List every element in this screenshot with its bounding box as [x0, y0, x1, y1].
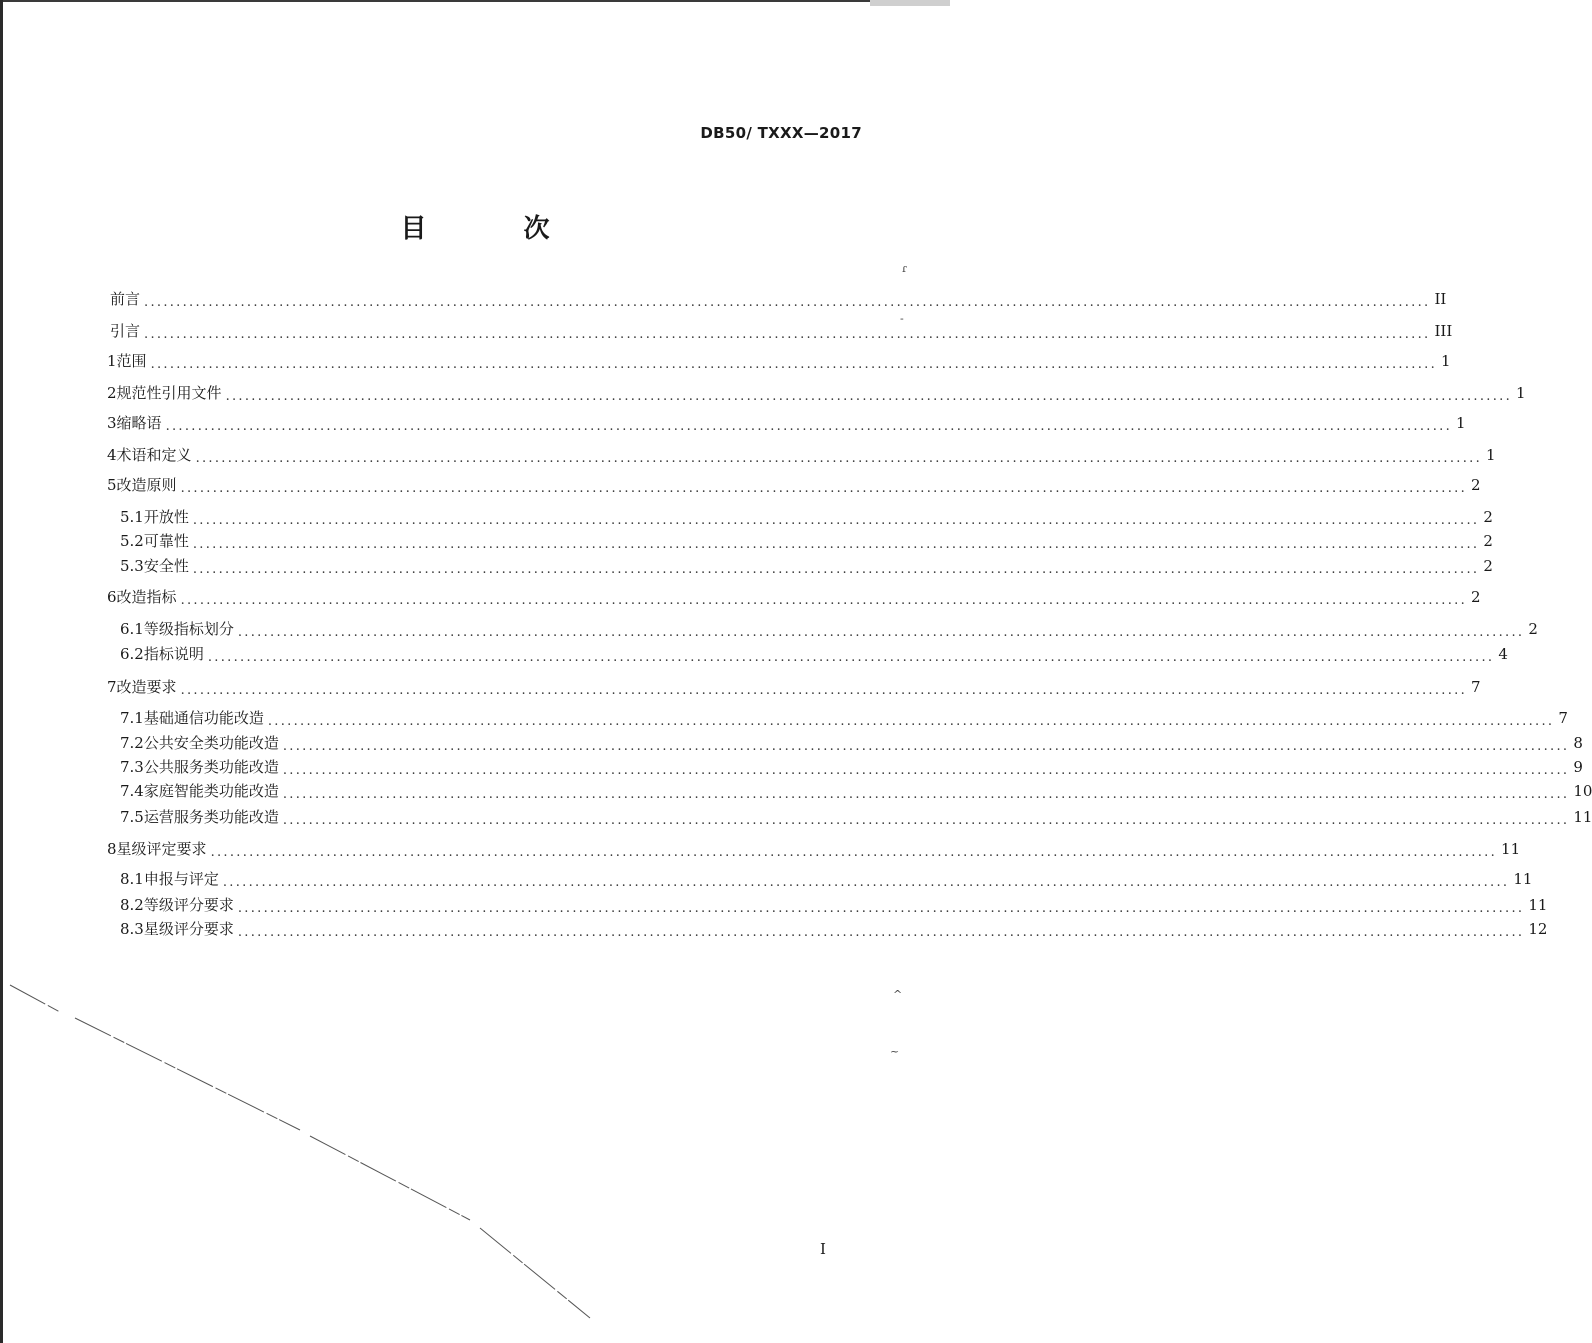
toc-entry-label: 公共服务类功能改造	[143, 758, 279, 776]
toc-entry-label: 范围	[116, 352, 147, 370]
toc-entry-label: 等级评分要求	[143, 896, 234, 914]
toc-leader-dots: ........................................................................................................................................................................................................	[282, 813, 1570, 828]
toc-entry[interactable]	[107, 676, 1481, 698]
page-number: I	[820, 1240, 826, 1258]
toc-entry-page: 11	[1573, 808, 1592, 826]
toc-entry[interactable]	[107, 444, 1496, 466]
toc-leader-dots: ........................................................................................................................................................................................................	[207, 650, 1495, 665]
toc-entry-label: 申报与评定	[143, 870, 219, 888]
toc-entry[interactable]	[107, 586, 1481, 608]
toc-entry-label: 改造原则	[116, 476, 177, 494]
toc-leader-dots: ........................................................................................................................................................................................................	[237, 625, 1525, 640]
document-code: DB50/ TXXX—2017	[700, 124, 862, 142]
toc-entry-number: 6.1	[120, 620, 144, 638]
toc-entry[interactable]	[120, 530, 1493, 552]
toc-leader-dots: ........................................................................................................................................................................................................	[282, 787, 1570, 802]
toc-leader-dots: ........................................................................................................................................................................................................	[192, 513, 1480, 528]
toc-entry[interactable]	[120, 643, 1508, 665]
toc-entry[interactable]	[120, 732, 1583, 754]
toc-entry-page: 11	[1501, 840, 1521, 858]
toc-entry-page: 7	[1558, 709, 1568, 727]
toc-entry-number: 5.3	[120, 557, 144, 575]
toc-entry-label: 运营服务类功能改造	[143, 808, 279, 826]
toc-entry-number: 5	[107, 476, 117, 494]
toc-entry-page: 1	[1486, 446, 1496, 464]
toc-entry-page: 2	[1471, 588, 1481, 606]
toc-entry[interactable]	[107, 838, 1521, 860]
scan-speck: ^	[893, 988, 903, 1001]
toc-entry-page: 2	[1471, 476, 1481, 494]
toc-leader-dots: ........................................................................................................................................................................................................	[237, 901, 1525, 916]
toc-entry-page: 9	[1573, 758, 1583, 776]
toc-entry-number: 3	[107, 414, 117, 432]
toc-entry-label: 缩略语	[116, 414, 162, 432]
toc-entry-number: 7.3	[120, 758, 144, 776]
toc-entry-label: 家庭智能类功能改造	[143, 782, 279, 800]
toc-leader-dots: ........................................................................................................................................................................................................	[237, 925, 1525, 940]
toc-entry-page: 7	[1471, 678, 1481, 696]
toc-entry[interactable]	[120, 618, 1538, 640]
toc-entry-page: 2	[1483, 532, 1493, 550]
toc-entry-label: 星级评定要求	[116, 840, 207, 858]
toc-entry[interactable]	[120, 555, 1493, 577]
toc-leader-dots: ........................................................................................................................................................................................................	[222, 875, 1510, 890]
toc-entry-number: 6	[107, 588, 117, 606]
scan-speck: ~	[890, 1045, 900, 1058]
toc-entry-label: 前言	[110, 290, 141, 308]
toc-entry-page: 2	[1483, 508, 1493, 526]
toc-entry-label: 可靠性	[143, 532, 189, 550]
toc-leader-dots: ........................................................................................................................................................................................................	[192, 537, 1480, 552]
toc-entry-number: 7.2	[120, 734, 144, 752]
toc-entry[interactable]	[120, 918, 1548, 940]
toc-entry-page: 2	[1483, 557, 1493, 575]
toc-entry[interactable]	[120, 894, 1548, 916]
toc-entry-page: 1	[1516, 384, 1526, 402]
toc-entry[interactable]	[120, 707, 1568, 729]
toc-entry-number: 2	[107, 384, 117, 402]
toc-entry[interactable]	[110, 320, 1453, 342]
toc-leader-dots: ........................................................................................................................................................................................................	[192, 562, 1480, 577]
toc-entry[interactable]	[120, 756, 1583, 778]
toc-entry-page: 4	[1498, 645, 1508, 663]
page-title: 目 次	[400, 214, 594, 244]
toc-leader-dots: ........................................................................................................................................................................................................	[282, 739, 1570, 754]
toc-entry-label: 星级评分要求	[143, 920, 234, 938]
toc-entry[interactable]	[107, 412, 1466, 434]
toc-entry-number: 7.1	[120, 709, 144, 727]
toc-entry[interactable]	[110, 288, 1447, 310]
toc-entry-label: 改造指标	[116, 588, 177, 606]
toc-entry-number: 8.2	[120, 896, 144, 914]
toc-entry[interactable]	[107, 382, 1526, 404]
toc-entry-label: 安全性	[143, 557, 189, 575]
toc-entry-page: 1	[1441, 352, 1451, 370]
toc-entry-label: 公共安全类功能改造	[143, 734, 279, 752]
toc-leader-dots: ........................................................................................................................................................................................................	[180, 683, 1468, 698]
toc-entry-label: 基础通信功能改造	[143, 709, 264, 727]
toc-entry-label: 术语和定义	[116, 446, 192, 464]
toc-entry-page: 12	[1528, 920, 1548, 938]
toc-entry-page: 1	[1456, 414, 1466, 432]
toc-entry-number: 7	[107, 678, 117, 696]
toc-leader-dots: ........................................................................................................................................................................................................	[144, 295, 1431, 310]
toc-entry[interactable]	[107, 350, 1451, 372]
toc-entry[interactable]	[120, 868, 1533, 890]
toc-entry-page: II	[1434, 290, 1447, 308]
toc-entry-number: 7.4	[120, 782, 144, 800]
toc-entry-label: 引言	[110, 322, 141, 340]
toc-leader-dots: ........................................................................................................................................................................................................	[165, 419, 1453, 434]
toc-entry-number: 5.1	[120, 508, 144, 526]
toc-entry-label: 指标说明	[143, 645, 204, 663]
toc-leader-dots: ........................................................................................................................................................................................................	[282, 763, 1570, 778]
toc-entry-page: 11	[1528, 896, 1548, 914]
toc-entry-page: III	[1434, 322, 1453, 340]
toc-entry-label: 规范性引用文件	[116, 384, 222, 402]
toc-entry[interactable]	[107, 474, 1481, 496]
toc-leader-dots: ........................................................................................................................................................................................................	[180, 593, 1468, 608]
toc-entry-label: 等级指标划分	[143, 620, 234, 638]
toc-entry-page: 8	[1573, 734, 1583, 752]
toc-entry[interactable]	[120, 780, 1592, 802]
toc-entry-number: 1	[107, 352, 117, 370]
toc-entry-number: 5.2	[120, 532, 144, 550]
toc-entry-number: 4	[107, 446, 117, 464]
toc-leader-dots: ........................................................................................................................................................................................................	[210, 845, 1498, 860]
scan-speck: ɾ	[902, 262, 907, 275]
toc-leader-dots: ........................................................................................................................................................................................................	[144, 327, 1431, 342]
toc-entry[interactable]	[120, 806, 1592, 828]
toc-entry-page: 11	[1513, 870, 1533, 888]
toc-entry-number: 7.5	[120, 808, 144, 826]
toc-leader-dots: ........................................................................................................................................................................................................	[225, 389, 1513, 404]
toc-entry-page: 10	[1573, 782, 1592, 800]
toc-entry-label: 改造要求	[116, 678, 177, 696]
toc-leader-dots: ........................................................................................................................................................................................................	[180, 481, 1468, 496]
toc-entry[interactable]	[120, 506, 1493, 528]
toc-leader-dots: ........................................................................................................................................................................................................	[267, 714, 1555, 729]
toc-entry-number: 6.2	[120, 645, 144, 663]
toc-entry-number: 8.1	[120, 870, 144, 888]
toc-leader-dots: ........................................................................................................................................................................................................	[195, 451, 1483, 466]
toc-entry-number: 8	[107, 840, 117, 858]
scan-speck: -	[900, 312, 904, 325]
toc-entry-number: 8.3	[120, 920, 144, 938]
toc-entry-page: 2	[1528, 620, 1538, 638]
toc-leader-dots: ........................................................................................................................................................................................................	[150, 357, 1438, 372]
toc-entry-label: 开放性	[143, 508, 189, 526]
